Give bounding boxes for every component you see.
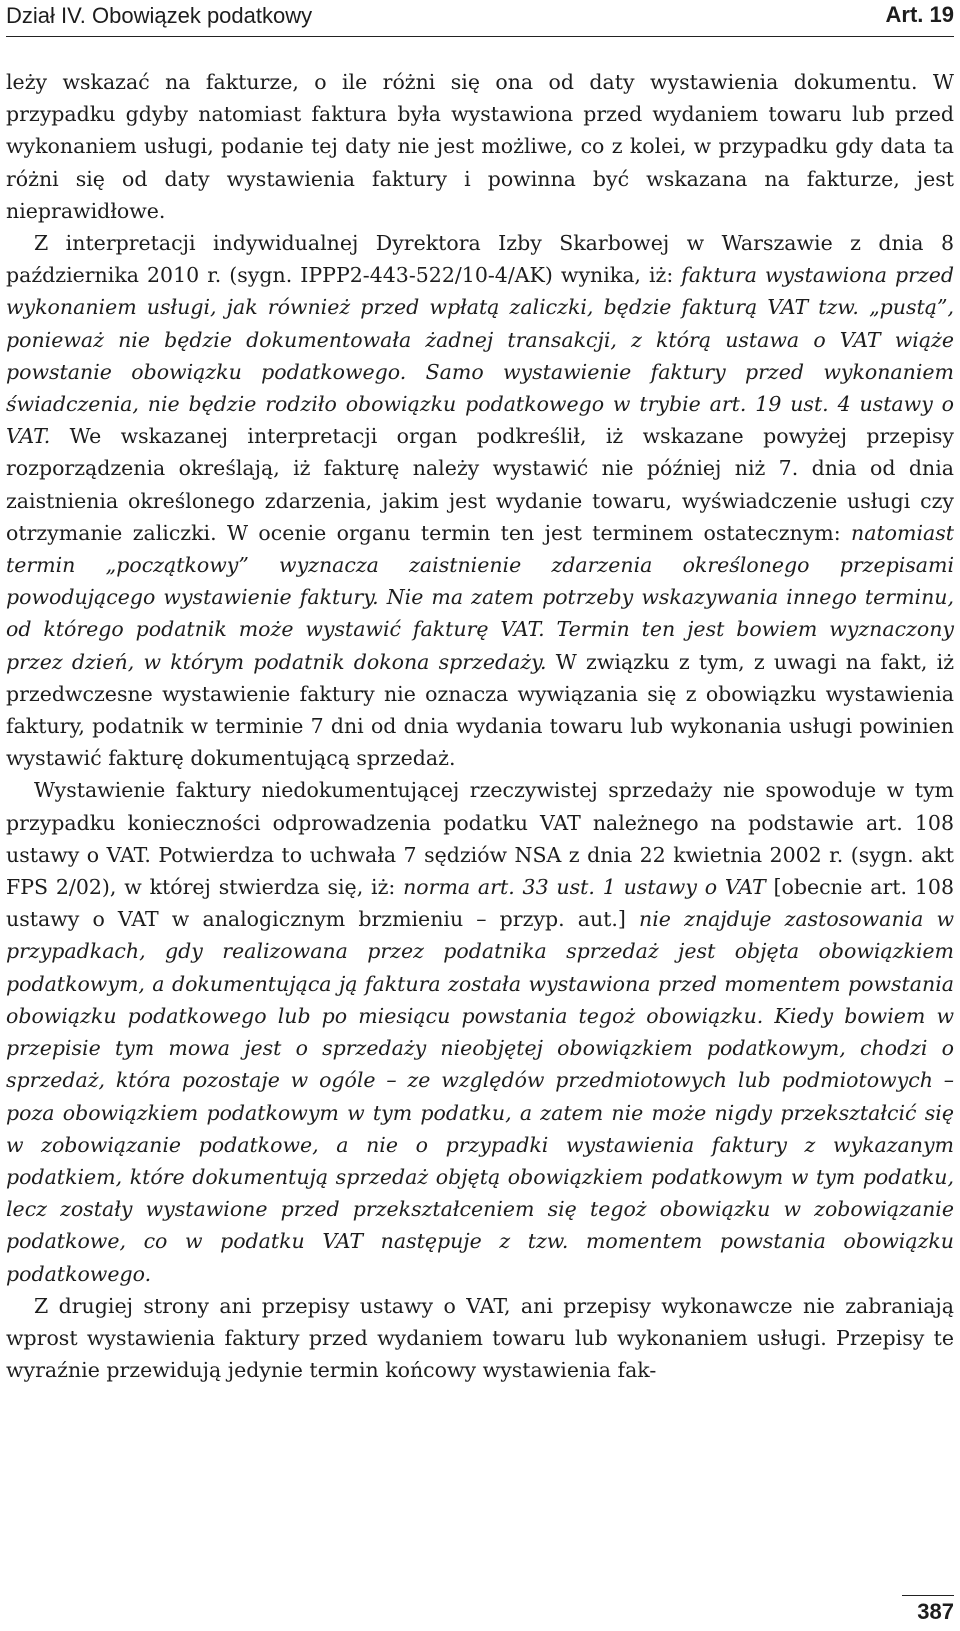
- paragraph: [6, 227, 954, 774]
- section-title: Dział IV. Obowiązek podatkowy: [6, 3, 313, 28]
- text-run: [obecnie art. 108 ustawy o VAT w analogicznym brzmieniu – przyp. aut.]: [6, 875, 954, 932]
- text-run: Z drugiej strony ani przepisy ustawy o VAT, ani przepisy wykonawcze nie zabraniają wprost wystawienia faktury przed wydaniem towaru lub wykonaniem usługi. Przepisy te wyraźnie przewidują jedynie termin końcowy wystawienia fak-: [6, 1293, 954, 1383]
- text-run: W związku z tym, z uwagi na fakt, iż przedwczesne wystawienie faktury nie oznacza wywiązania się z obowiązku wystawienia faktury, podatnik w terminie 7 dni od dnia wydania towaru lub wykonania usługi powinien wystawić fakturę dokumentującą sprzedaż.: [6, 649, 954, 771]
- quoted-text: natomiast termin „początkowy” wyznacza zaistnienie zdarzenia określonego przepisami powodującego wystawienie faktury. Nie ma zatem potrzeby wskazywania innego terminu, od którego podatnik może wystawić fakturę VAT. Termin ten jest bowiem wyznaczony przez dzień, w którym podatnik dokona sprzedaży.: [6, 520, 954, 674]
- paragraph: [6, 1290, 954, 1387]
- body-text: [6, 66, 954, 1386]
- text-run: We wskazanej interpretacji organ podkreślił, iż wskazane powyżej przepisy rozporządzenia określają, iż fakturę należy wystawić nie później niż 7. dnia od dnia zaistnienia określonego zdarzenia, jakim jest wydanie towaru, wyświadczenie usługi czy otrzymanie zaliczki. W ocenie organu termin ten jest terminem ostatecznym:: [6, 424, 954, 545]
- running-header: [0, 0, 960, 38]
- paragraph-continuation: [6, 66, 954, 227]
- quoted-text: nie znajduje zastosowania w przypadkach, gdy realizowana przez podatnika sprzedaż jest objęta obowiązkiem podatkowym, a dokumentująca ją faktura została wystawiona przed momentem powstania obowiązku podatkowego lub po miesiącu powstania tegoż obowiązku. Kiedy bowiem w przepisie tym mowa jest o sprzedaży nieobjętej obowiązkiem podatkowym, chodzi o sprzedaż, która pozostaje w ogóle – ze względów przedmiotowych lub podmiotowych – poza obowiązkiem podatkowym w tym podatku, a zatem nie może nigdy przekształcić się w zobowiązanie podatkowe, a nie o przypadki wystawienia faktury z wykazanym podatkiem, które dokumentują sprzedaż objętą obowiązkiem podatkowym w tym podatku, lecz zostały wystawione przed przekształceniem się tegoż obowiązku w zobowiązanie podatkowe, co w podatku VAT następuje z tzw. momentem powstania obowiązku podatkowego.: [6, 907, 955, 1286]
- article-label: Art. 19: [885, 2, 954, 27]
- paragraph: [6, 774, 954, 1289]
- quoted-text: faktura wystawiona przed wykonaniem usługi, jak również przed wpłatą zaliczki, będzie fakturą VAT tzw. „pustą”, ponieważ nie będzie dokumentowała żadnej transakcji, z którą ustawa o VAT wiąże powstanie obowiązku podatkowego. Samo wystawienie faktury przed wykonaniem świadczenia, nie będzie rodziło obowiązku podatkowego w trybie art. 19 ust. 4 ustawy o VAT.: [6, 263, 954, 449]
- header-rule: [6, 36, 954, 37]
- quoted-text: norma art. 33 ust. 1 ustawy o VAT: [403, 875, 766, 900]
- text-run: Wystawienie faktury niedokumentującej rzeczywistej sprzedaży nie spowoduje w tym przypadku konieczności odprowadzenia podatku VAT należnego na podstawie art. 108 ustawy o VAT. Potwierdza to uchwała 7 sędziów NSA z dnia 22 kwietnia 2002 r. (sygn. akt FPS 2/02), w której stwierdza się, iż:: [6, 778, 954, 900]
- text-run: leży wskazać na fakturze, o ile różni się ona od daty wystawienia dokumentu. W przypadku gdyby natomiast faktura była wystawiona przed wydaniem towaru lub przed wykonaniem usługi, podanie tej daty nie jest możliwe, co z kolei, w przypadku gdy data ta różni się od daty wystawienia faktury i powinna być wskazana na fakturze, jest nieprawidłowe.: [6, 70, 954, 223]
- text-run: Z interpretacji indywidualnej Dyrektora Izby Skarbowej w Warszawie z dnia 8 października 2010 r. (sygn. IPPP2-443-522/10-4/AK) wynika, iż:: [6, 231, 954, 288]
- page-number: 387: [902, 1595, 954, 1626]
